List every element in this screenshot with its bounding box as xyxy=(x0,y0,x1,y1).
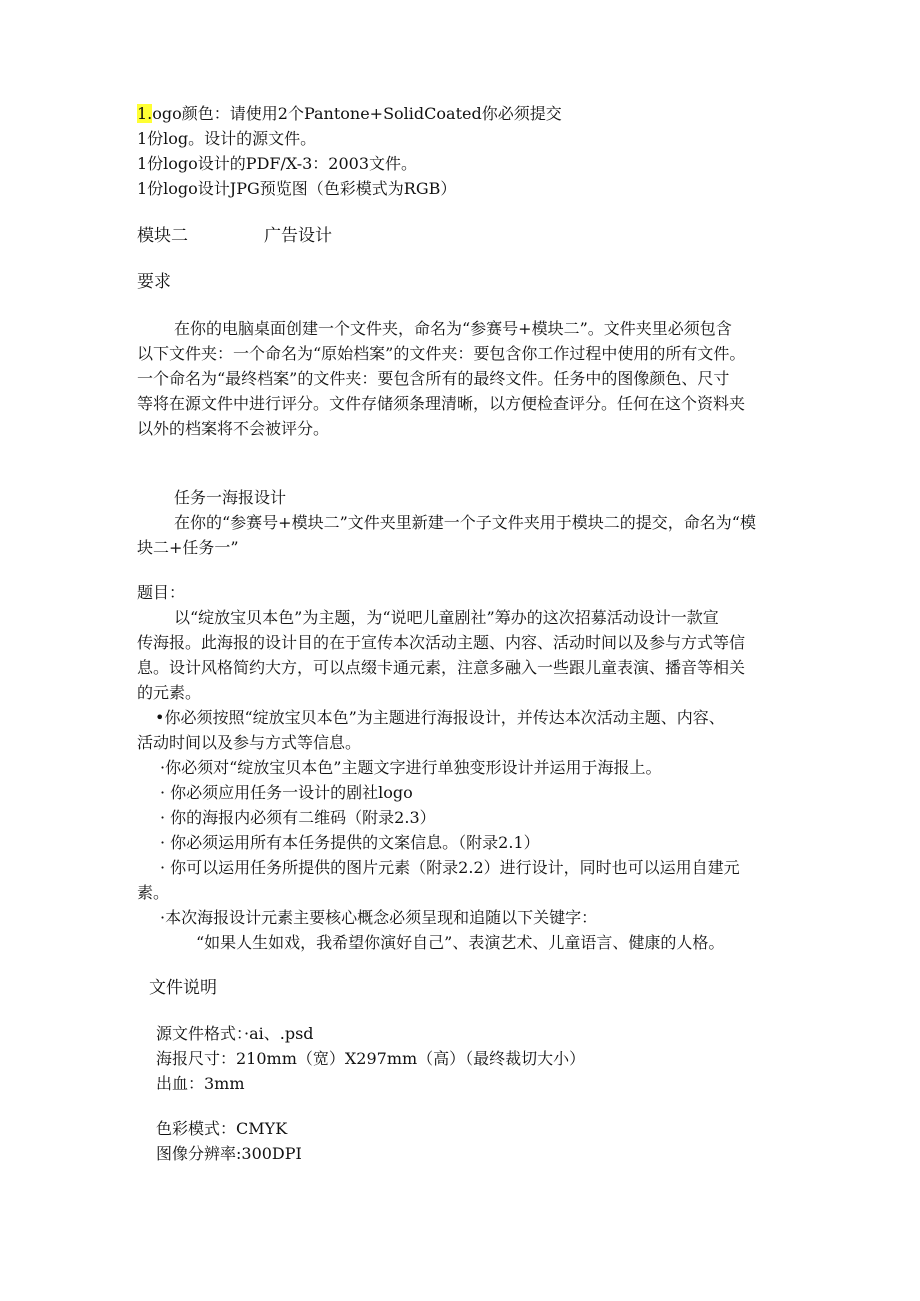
bullet-6-line-1: · 你可以运用任务所提供的图片元素（附录2.2）进行设计，同时也可以运用自建元 xyxy=(160,858,740,877)
bullet-5: · 你必须运用所有本任务提供的文案信息。（附录2.1） xyxy=(160,833,540,852)
task-instruction-line-1: 在你的“参赛号+模块二”文件夹里新建一个子文件夹用于模块二的提交，命名为“模 xyxy=(174,513,756,532)
topic-line-1: 以“绽放宝贝本色”为主题，为“说吧儿童剧社”筹办的这次招募活动设计一款宣 xyxy=(174,608,719,627)
bullet-4: · 你的海报内必须有二维码（附录2.3） xyxy=(160,808,436,827)
keywords-line: “如果人生如戏，我希望你演好自己”、表演艺术、儿童语言、健康的人格。 xyxy=(196,933,725,952)
resolution-line: 图像分辨率:300DPI xyxy=(156,1144,302,1163)
requirements-line-3: 一个命名为“最终档案”的文件夹：要包含所有的最终文件。任务中的图像颜色、尺寸 xyxy=(137,369,730,388)
requirements-heading: 要求 xyxy=(137,272,171,292)
bullet-2: ·你必须对“绽放宝贝本色”主题文字进行单独变形设计并运用于海报上。 xyxy=(160,758,662,777)
color-mode-line: 色彩模式：CMYK xyxy=(156,1119,288,1138)
task-instruction-line-2: 块二+任务一” xyxy=(137,538,239,557)
poster-size-line: 海报尺寸：210mm（宽）X297mm（高）（最终裁切大小） xyxy=(156,1049,586,1068)
logo-color-requirement xyxy=(137,103,562,125)
topic-line-2: 传海报。此海报的设计目的在于宣传本次活动主题、内容、活动时间以及参与方式等信 xyxy=(137,633,746,652)
task-title: 任务一海报设计 xyxy=(174,488,287,507)
module-label: 模块二 xyxy=(137,226,188,246)
logo-source-file-line: 1份log。设计的源文件。 xyxy=(137,129,317,148)
source-format-line: 源文件格式：·ai、.psd xyxy=(156,1024,314,1043)
module-title: 广告设计 xyxy=(264,226,332,246)
topic-label: 题目： xyxy=(137,583,186,602)
requirements-line-1: 在你的电脑桌面创建一个文件夹，命名为“参赛号+模块二”。文件夹里必须包含 xyxy=(174,319,732,338)
file-notes-heading: 文件说明 xyxy=(149,978,217,998)
topic-line-4: 的元素。 xyxy=(137,683,202,702)
bleed-line: 出血：3mm xyxy=(156,1074,245,1093)
requirements-line-5: 以外的档案将不会被评分。 xyxy=(137,419,330,438)
bullet-1-line-2: 活动时间以及参与方式等信息。 xyxy=(137,733,362,752)
bullet-6-line-2: 素。 xyxy=(137,883,170,902)
logo-jpg-line: 1份logo设计JPG预览图（色彩模式为RGB） xyxy=(137,179,457,198)
logo-color-text: ogo颜色：请使用2个Pantone+SolidCoated你必须提交 xyxy=(152,104,562,123)
bullet-7: ·本次海报设计元素主要核心概念必须呈现和追随以下关键字： xyxy=(160,908,598,927)
requirements-line-4: 等将在源文件中进行评分。文件存储须条理清晰，以方便检查评分。任何在这个资料夹 xyxy=(137,394,746,413)
bullet-1-line-1: •你必须按照“绽放宝贝本色”为主题进行海报设计，并传达本次活动主题、内容、 xyxy=(155,708,725,727)
requirements-line-2: 以下文件夹：一个命名为“原始档案”的文件夹：要包含你工作过程中使用的所有文件。 xyxy=(137,344,746,363)
item-number-highlight: 1. xyxy=(137,104,153,123)
topic-line-3: 息。设计风格简约大方，可以点缀卡通元素，注意多融入一些跟儿童表演、播音等相关 xyxy=(137,658,746,677)
bullet-3: · 你必须应用任务一设计的剧社logo xyxy=(160,783,413,802)
logo-pdf-line: 1份logo设计的PDF/X-3：2003文件。 xyxy=(137,154,418,173)
